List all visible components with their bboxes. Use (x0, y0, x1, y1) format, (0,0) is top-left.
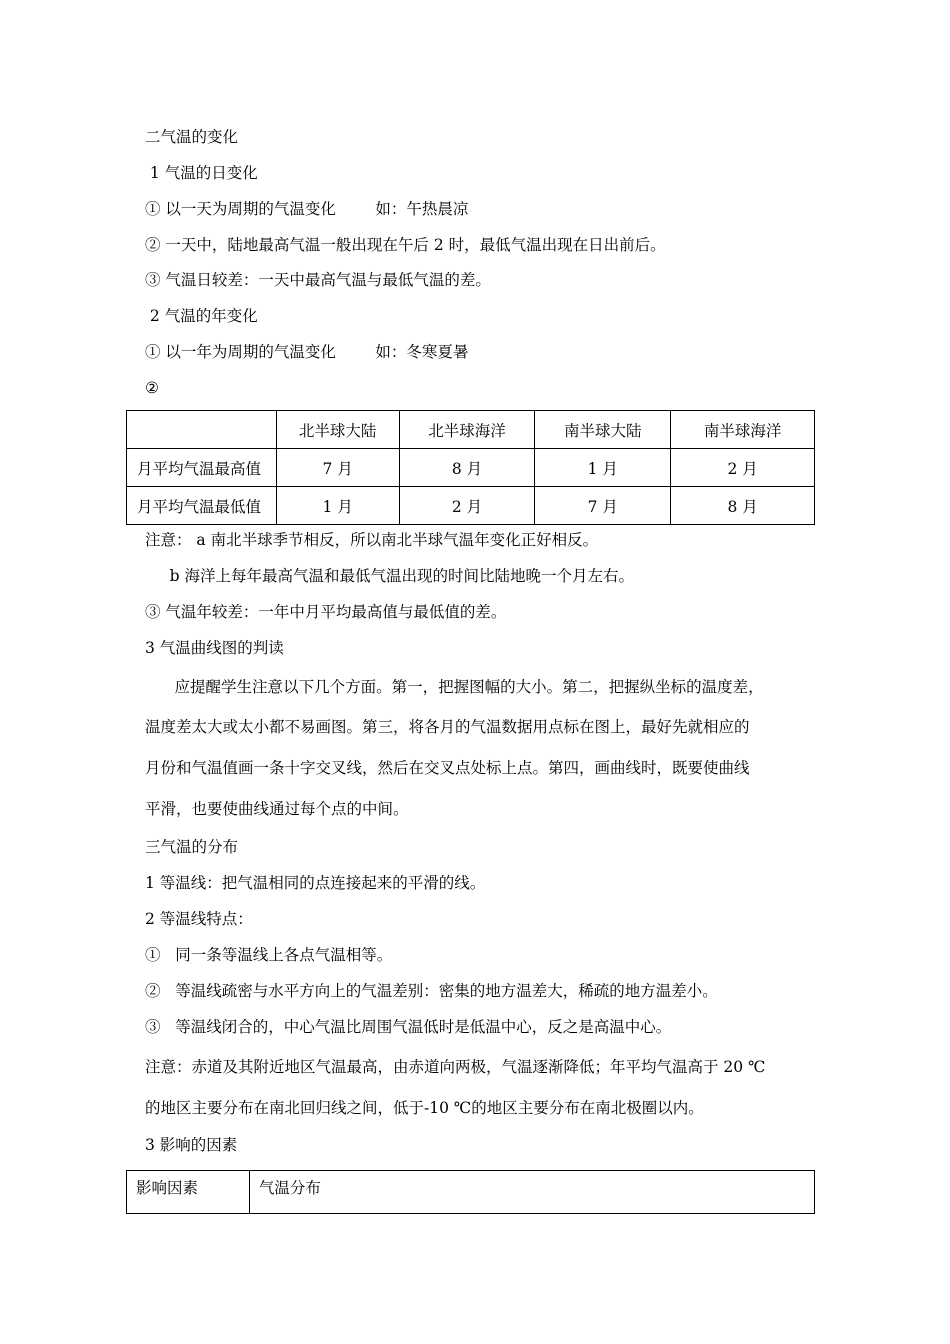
annual-note-a: 注意： a 南北半球季节相反，所以南北半球气温年变化正好相反。 (145, 531, 599, 549)
table-header-cell: 气温分布 (249, 1171, 814, 1214)
distribution-note-line-1: 注意：赤道及其附近地区气温最高，由赤道向两极，气温逐渐降低；年平均气温高于 20 ℃ (145, 1058, 766, 1076)
table-row-label: 月平均气温最高值 (127, 449, 277, 487)
curve-paragraph-line-3: 月份和气温值画一条十字交叉线，然后在交叉点处标上点。第四，画曲线时，既要使曲线 (145, 759, 750, 777)
annual-point-2: ② (145, 379, 159, 397)
table-header-cell: 北半球海洋 (399, 411, 535, 449)
month-temperature-table (126, 410, 815, 525)
annual-point-3: ③ 气温年较差：一年中月平均最高值与最低值的差。 (145, 603, 507, 621)
table-cell: 8 月 (399, 449, 535, 487)
section-title-temperature-change: 二气温的变化 (145, 128, 239, 146)
table-cell: 2 月 (399, 487, 535, 525)
table-header-cell (127, 411, 277, 449)
subsection-title-annual: 2 气温的年变化 (145, 307, 258, 325)
table-header-cell: 南半球海洋 (671, 411, 815, 449)
table-header-cell: 南半球大陆 (535, 411, 671, 449)
section-title-distribution: 三气温的分布 (145, 838, 239, 856)
table-cell: 1 月 (535, 449, 671, 487)
distribution-note-line-2: 的地区主要分布在南北回归线之间，低于-10 ℃的地区主要分布在南北极圈以内。 (145, 1099, 704, 1117)
table-row-label: 月平均气温最低值 (127, 487, 277, 525)
subsection-title-daily: 1 气温的日变化 (145, 164, 258, 182)
table-cell: 8 月 (671, 487, 815, 525)
factors-table (126, 1170, 815, 1214)
table-cell: 7 月 (276, 449, 399, 487)
table-row (127, 449, 815, 487)
curve-paragraph-line-1: 应提醒学生注意以下几个方面。第一，把握图幅的大小。第二，把握纵坐标的温度差， (145, 678, 764, 696)
curve-paragraph-line-4: 平滑，也要使曲线通过每个点的中间。 (145, 800, 409, 818)
table-cell: 2 月 (671, 449, 815, 487)
curve-paragraph-line-2: 温度差太大或太小都不易画图。第三，将各月的气温数据用点标在图上，最好先就相应的 (145, 718, 750, 736)
daily-point-1: ① 以一天为周期的气温变化 如：午热晨凉 (145, 200, 469, 218)
table-cell: 1 月 (276, 487, 399, 525)
annual-point-1: ① 以一年为周期的气温变化 如：冬寒夏暑 (145, 343, 469, 361)
subsection-title-factors: 3 影响的因素 (145, 1136, 238, 1154)
isotherm-feature-2: ② 等温线疏密与水平方向上的气温差别：密集的地方温差大，稀疏的地方温差小。 (145, 982, 718, 1000)
table-header-row (127, 411, 815, 449)
table-header-cell: 影响因素 (127, 1171, 250, 1214)
isotherm-feature-3: ③ 等温线闭合的，中心气温比周围气温低时是低温中心，反之是高温中心。 (145, 1018, 672, 1036)
table-header-cell: 北半球大陆 (276, 411, 399, 449)
daily-point-3: ③ 气温日较差：一天中最高气温与最低气温的差。 (145, 271, 491, 289)
daily-point-2: ② 一天中，陆地最高气温一般出现在午后 2 时，最低气温出现在日出前后。 (145, 236, 666, 254)
isotherm-definition: 1 等温线：把气温相同的点连接起来的平滑的线。 (145, 874, 486, 892)
isotherm-feature-1: ① 同一条等温线上各点气温相等。 (145, 946, 393, 964)
isotherm-features-title: 2 等温线特点： (145, 910, 253, 928)
annual-note-b: b 海洋上每年最高气温和最低气温出现的时间比陆地晚一个月左右。 (145, 567, 634, 585)
table-row (127, 487, 815, 525)
table-cell: 7 月 (535, 487, 671, 525)
table-header-row (127, 1171, 815, 1214)
subsection-title-curve: 3 气温曲线图的判读 (145, 639, 284, 657)
